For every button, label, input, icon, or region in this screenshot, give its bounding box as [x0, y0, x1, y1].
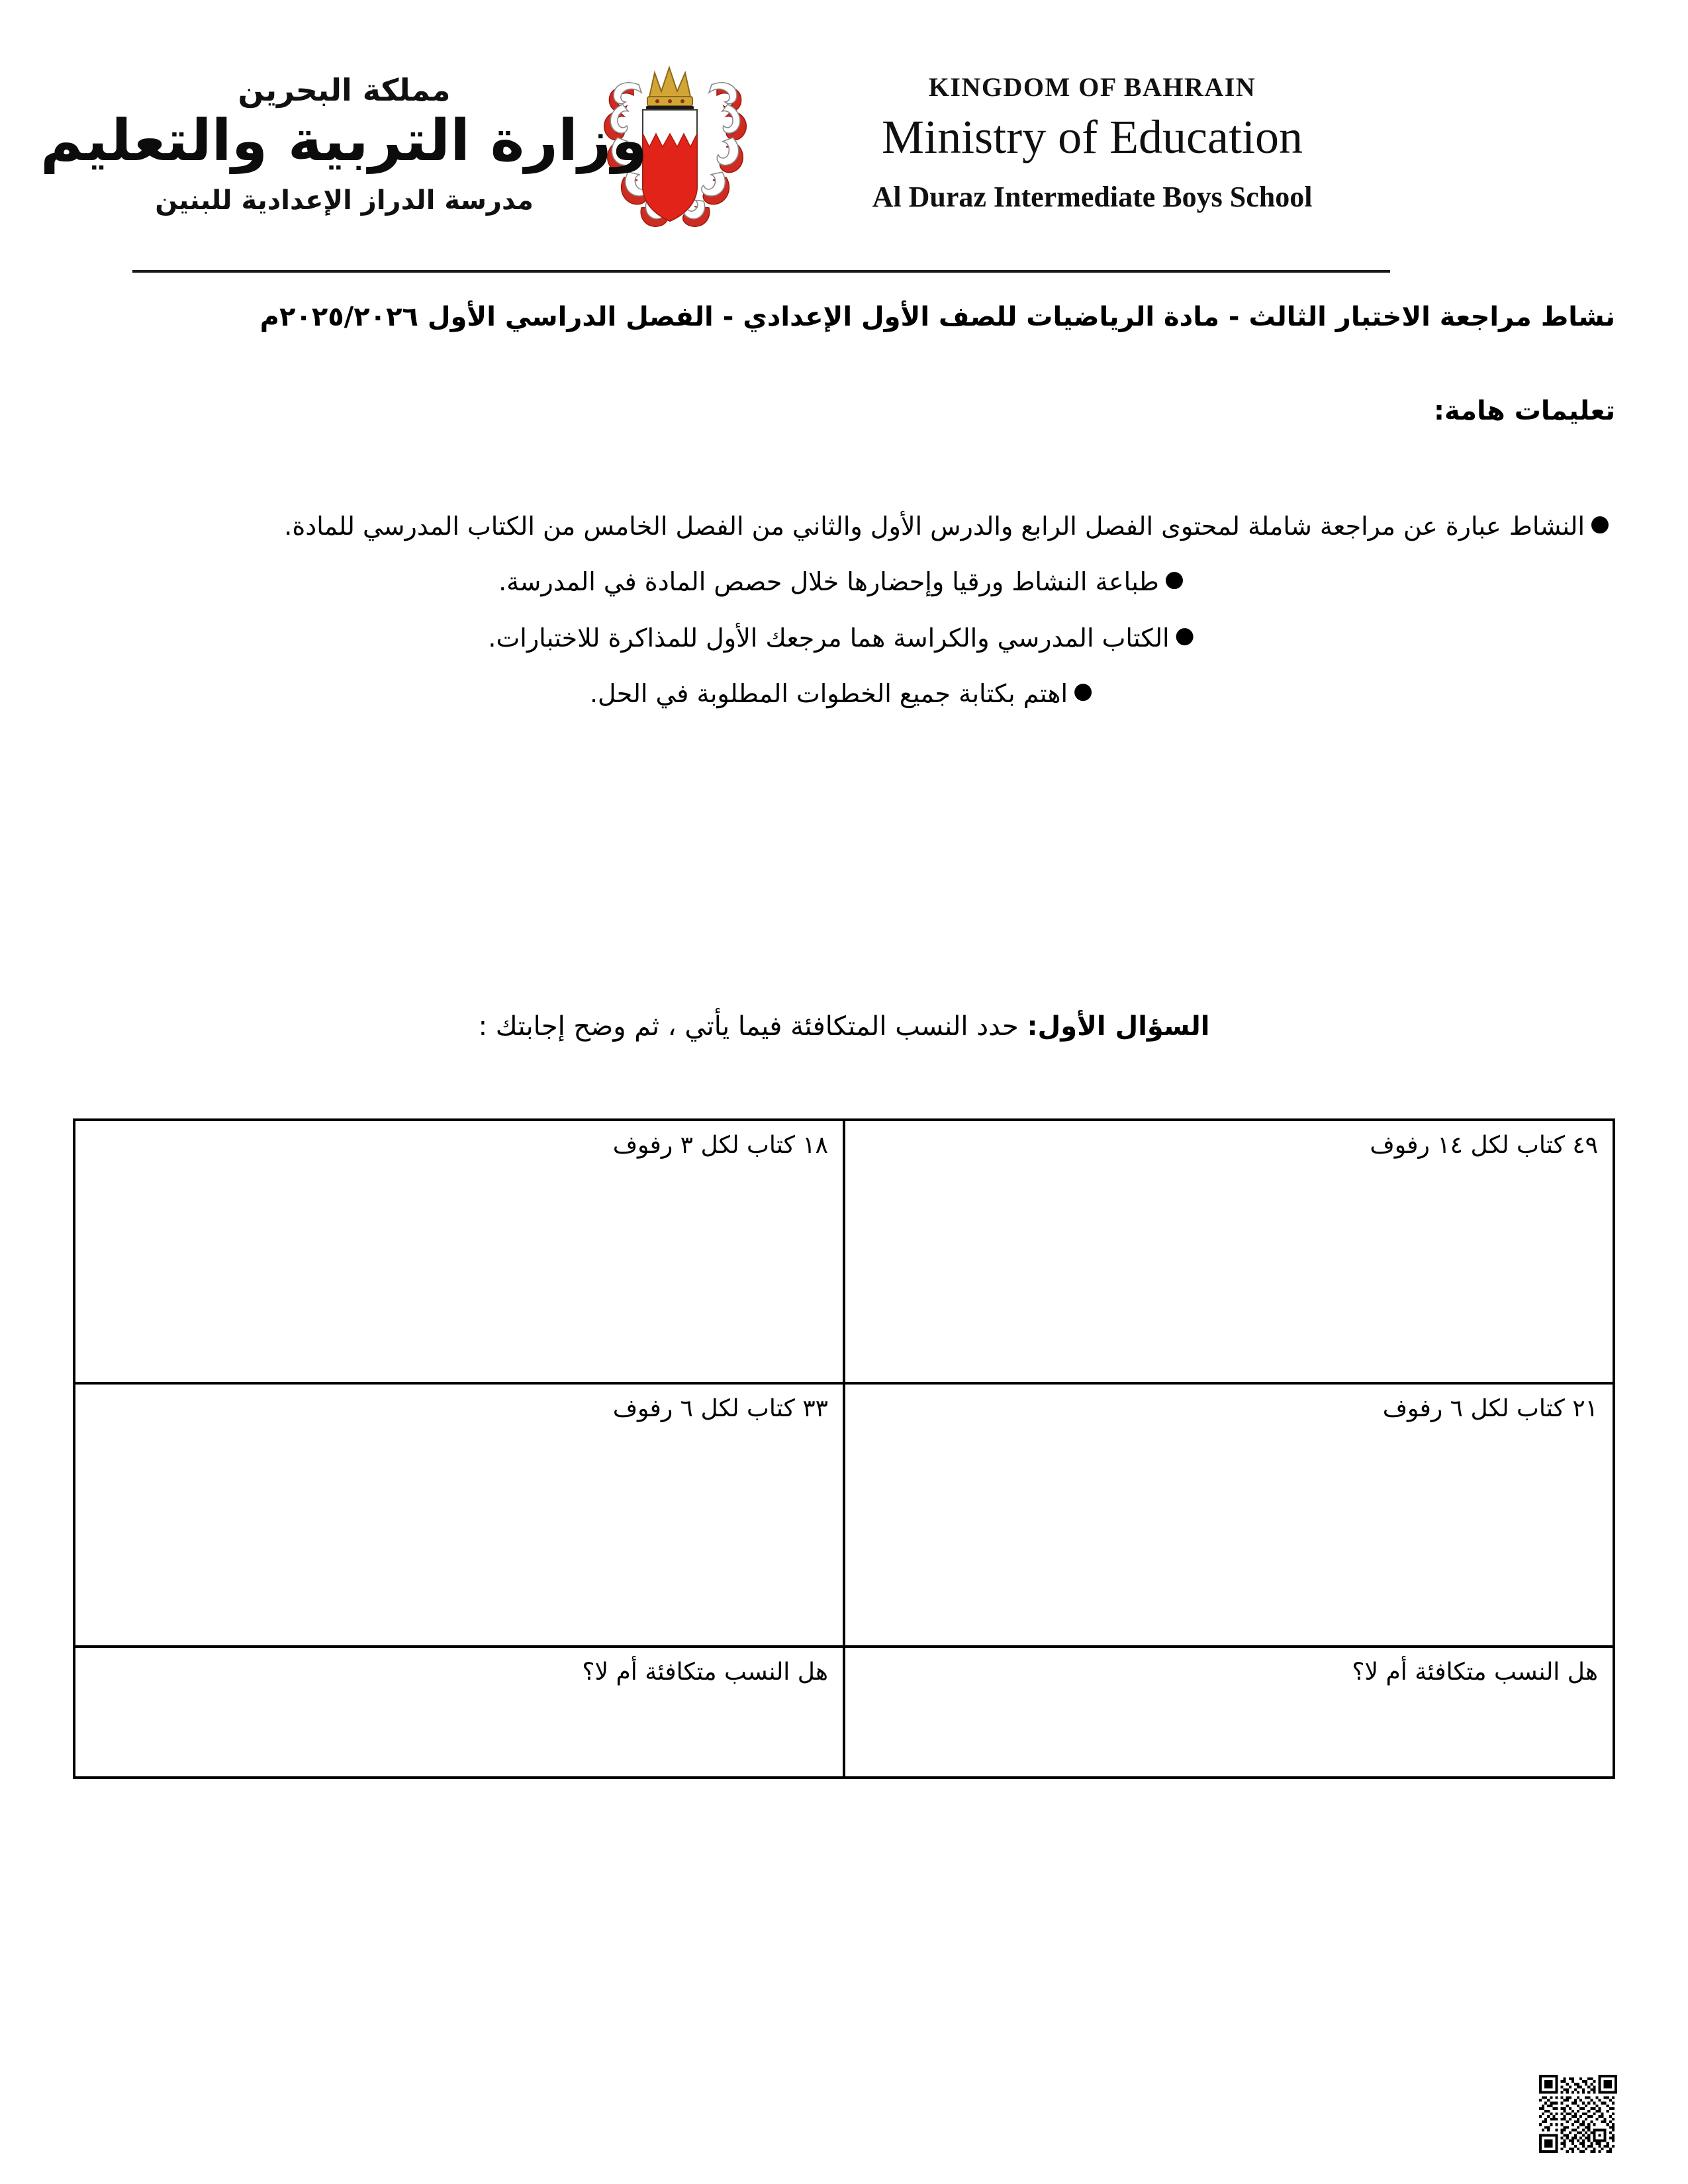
table-cell-ratio-b[interactable]: ١٨ كتاب لكل ٣ رفوف [74, 1120, 844, 1383]
question-1-text: حدد النسب المتكافئة فيما يأتي ، ثم وضح إجابتك : [478, 1011, 1019, 1042]
instruction-item [73, 615, 1615, 661]
table-cell-ratio-d[interactable]: ٣٣ كتاب لكل ٦ رفوف [74, 1383, 844, 1647]
instruction-item [73, 559, 1615, 605]
letterhead-english-school: Al Duraz Intermediate Boys School [872, 180, 1313, 213]
instructions-heading: تعليمات هامة: [1434, 396, 1615, 426]
bullet-icon: ● [1073, 677, 1093, 704]
bullet-icon: ● [1174, 621, 1195, 649]
document-title: نشاط مراجعة الاختبار الثالث - مادة الرياضيات للصف الأول الإعدادي - الفصل الدراسي الأول ٢٠٢٥/٢٠٢٦م [259, 302, 1615, 332]
instruction-item [73, 503, 1615, 549]
instruction-text: الكتاب المدرسي والكراسة هما مرجعك الأول للمذاكرة للاختبارات. [488, 623, 1170, 653]
table-row [74, 1383, 1614, 1647]
question-1-prompt [73, 1011, 1615, 1042]
qr-code [1539, 2075, 1617, 2153]
question-1-answer-table [73, 1118, 1615, 1779]
letterhead-arabic-school: مدرسة الدراز الإعدادية للبنين [155, 185, 534, 216]
letterhead-arabic-block [40, 24, 648, 270]
instruction-item [73, 670, 1615, 717]
instruction-text: النشاط عبارة عن مراجعة شاملة لمحتوى الفصل الرابع والدرس الأول والثاني من الفصل الخامس من الكتاب المدرسي للمادة. [284, 512, 1585, 541]
question-1-label: السؤال الأول: [1027, 1011, 1210, 1042]
letterhead-arabic-country: مملكة البحرين [238, 72, 451, 109]
table-cell-ratio-c[interactable]: ٢١ كتاب لكل ٦ رفوف [844, 1383, 1614, 1647]
instructions-list [73, 503, 1615, 726]
letterhead-english-country: KINGDOM OF BAHRAIN [928, 71, 1256, 102]
table-cell-question-left[interactable]: هل النسب متكافئة أم لا؟ [74, 1647, 844, 1778]
bullet-icon: ● [1590, 510, 1610, 537]
letterhead-english-ministry: Ministry of Education [882, 110, 1303, 163]
table-cell-question-right[interactable]: هل النسب متكافئة أم لا؟ [844, 1647, 1614, 1778]
table-cell-ratio-a[interactable]: ٤٩ كتاب لكل ١٤ رفوف [844, 1120, 1614, 1383]
table-row [74, 1120, 1614, 1383]
letterhead-arabic-ministry: وزارة التربية والتعليم [40, 107, 648, 174]
letterhead-english-block [794, 24, 1390, 270]
bullet-icon: ● [1164, 566, 1184, 593]
table-row [74, 1647, 1614, 1778]
letterhead [40, 24, 1390, 273]
instruction-text: طباعة النشاط ورقيا وإحضارها خلال حصص المادة في المدرسة. [498, 567, 1159, 597]
instruction-text: اهتم بكتابة جميع الخطوات المطلوبة في الحل. [589, 678, 1068, 708]
